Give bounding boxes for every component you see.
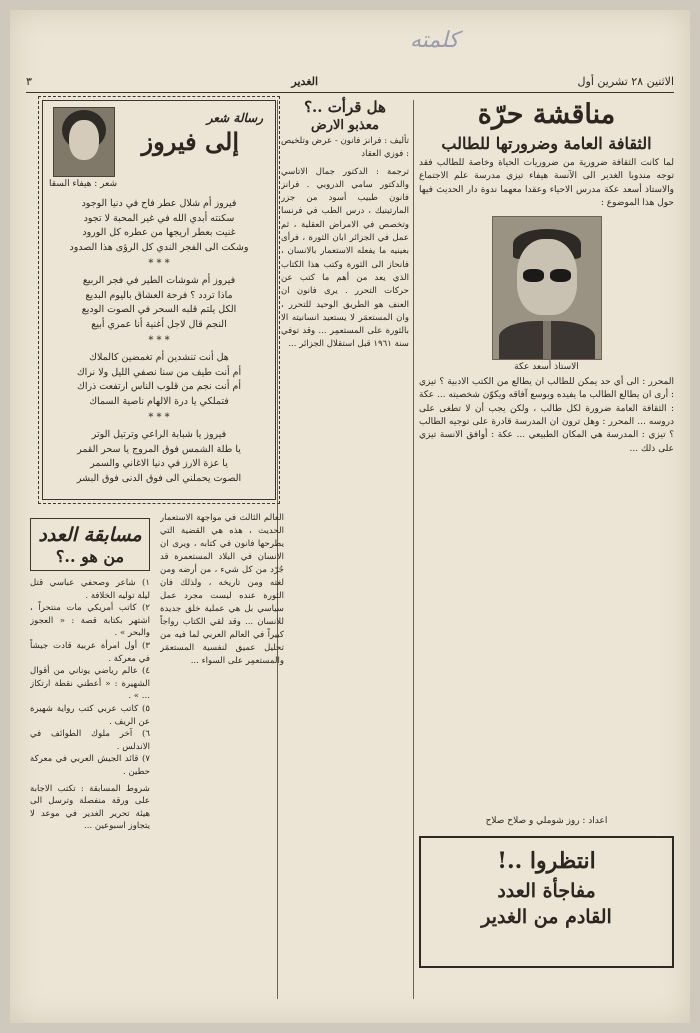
review-title: هل قرأت ..؟ (304, 98, 386, 116)
issue-date: الاثنين ٢٨ تشرين أول (577, 74, 674, 88)
book-review-article (281, 96, 409, 1001)
verse: هل أنت تنشدين أم تغمضين كالملاك (89, 351, 229, 363)
contest-item: ٧) قائد الجيش العربي في معركة حطين . (30, 754, 150, 777)
verse: أم أنت نجم من قلوب الناس ارتفعت ذراك (77, 381, 241, 393)
poet-photo (53, 107, 115, 177)
stanza-separator: * * * (148, 335, 170, 347)
verse: يا طلة الشمس فوق المروج يا سحر القمر (77, 443, 241, 455)
poem-box (38, 96, 280, 504)
stanza-separator: * * * (148, 412, 170, 424)
handwritten-note: کلمته (410, 28, 459, 53)
portrait-photo (492, 216, 602, 360)
poem-verses (49, 197, 269, 486)
verse: سكنته أبدي الله في غير المحبة لا تجود (83, 212, 235, 224)
verse: النجم قال لاجل أغنية أنا عمري أبيع (91, 318, 227, 330)
contest-title: مسابقة العدد (38, 524, 142, 546)
article-title: مناقشة حرّة (477, 99, 616, 130)
poem-kicker: رسالة شعر (206, 111, 263, 125)
contest-item: ٤) عالم رياضي يوناني من أقوال الشهيرة : « أعطني نقطة ارتكاز ... » . (30, 666, 150, 702)
verse: فيروز أم شوشات الطير في فجر الربيع (82, 274, 236, 286)
review-meta: تأليف : فرانز فانون - عرض وتلخيص : فوزي العقاد (281, 136, 409, 160)
article-body: المحرر : الى أي حد يمكن للطالب ان يطالع من الكتب الادبية ؟ تيزي : أرى ان يطالع الطالب ما يفيده ويوسع آفاقه ويكوّن شخصيته ... عكة : الثقافة العامة ضرورة لكل طالب ، ولكن يجب أن لا تطغى على دروسه ... المحرر : وهل ترون ان المدرسة قادرة على توجيه الطالب ؟ تيزي : المدرسة هي المكان الطبيعي ... عكة : أوافق الانسة تيزي على ذلك ... (419, 377, 674, 454)
verse: فيروز أم شلال عطر فاح في دنيا الوجود (81, 198, 237, 209)
verse: يا عزة الارز في دنيا الاغاني والسمر (90, 458, 228, 470)
contest-header (30, 518, 150, 571)
review-subtitle: معذبو الارض (311, 118, 379, 133)
verse: ماذا تردد ؟ فرحة العشاق باليوم البديع (85, 289, 233, 301)
contest-item: ٦) آخر ملوك الطوائف في الاندلس . (30, 729, 150, 752)
verse: الكل يلتم قلبه السحر في الصوت الوديع (81, 304, 237, 316)
verse: غنيت بعطر اريجها من عطره كل الورود (82, 227, 236, 239)
article-subtitle: الثقافة العامة وضرورتها للطالب (441, 134, 652, 153)
contest-item: ٣) أول امرأة عربية قادت جيشاً في معركة . (30, 640, 150, 664)
verse: فيروز يا شبابة الراعي وترتيل الوتر (91, 428, 227, 440)
page-number: ٣ (26, 74, 32, 88)
contest-section (30, 518, 150, 1001)
promo-line: القادم من الغدير (481, 906, 612, 928)
contest-item: ١) شاعر وصحفي عباسي قتل ليلة توليه الخلافة . (30, 578, 150, 601)
article-intro: لما كانت الثقافة ضرورية من ضروريات الحياة وخاصة للطالب فقد توجه مندوبا الغدير الى الآنسة هيفاء تيزي مدرسة علم الاجتماع والاستاذ أسعد عكة مدرس الاحياء وعقدا معهما ندوة دار الحديث فيها حول هذا الموضوع : (419, 158, 674, 208)
promo-line: مفاجأة العدد (497, 880, 596, 902)
article-byline: اعداد : روز شوملي و صلاح صلاح (485, 816, 608, 826)
contest-item: ٢) كاتب أمريكي مات منتحراً ، اشتهر بكتابة قصة : « العجوز والبحر » . (30, 603, 150, 639)
paper-name: الغدير (291, 74, 319, 88)
photo-caption: الاستاذ أسعد عكة (514, 362, 579, 373)
contest-items (30, 577, 150, 833)
stanza-separator: * * * (148, 258, 170, 270)
continued-text: العالم الثالث في مواجهة الاستعمار الحديث ، هذه هي القضية التي يطرحها فانون في كتابه ، ويرى ان الانسان في البلاد المستعمرة قد جُرّد من كل شيء ، من أرضه ومن لغته ومن تاريخه ، ولذلك فان الثورة عنده ليست مجرد عمل سياسي بل هي عملية خلق جديدة للانسان ... وقد لقي الكتاب رواجاً كبيراً في العالم العربي لما فيه من تحليل عميق لنفسية المستعمَر والمستعمِر على السواء ... (160, 513, 284, 666)
contest-item: ٥) كاتب عربي كتب رواية شهيرة عن الريف . (30, 703, 150, 727)
verse: فتملكي يا درة الالهام ناصية السماك (89, 395, 229, 407)
contest-question: من هو ..؟ (55, 547, 125, 566)
column-divider (413, 100, 414, 999)
review-body: ترجمة : الدكتور جمال الاتاسي والدكتور سامي الدروبي . فرانز فانون طبيب أسود من جزر المارتينيك ، درس الطب في فرنسا وتخصص في الامراض العقلية ، ثم عمل في الجزائر ابان الثورة ، فرأى بعينيه ما يفعله الاستعمار بالانسان ، فانحاز الى الثورة وكتب هذا الكتاب الذي يعد من أهم ما كتب عن حركات التحرر . يرى فانون ان العنف هو الطريق الوحيد للتحرر ، وان المستعمَر لا يستعيد انسانيته الا بالثورة على المستعمِر ... وقد توفي سنة ١٩٦١ قبل استقلال الجزائر ... (281, 166, 409, 350)
masthead (26, 70, 674, 93)
promo-line: انتظروا ..! (497, 848, 596, 874)
poem-author: شعر : هيفاء السقا (49, 179, 118, 189)
poem-title: إلى فيروز (141, 127, 239, 156)
verse: الصوت يحملني الى فوق الدنى فوق البشر (76, 472, 242, 484)
promo-box (419, 836, 674, 968)
contest-conditions: شروط المسابقة : تكتب الاجابة على ورقة منفصلة وترسل الى هيئة تحرير الغدير في موعد لا يتجاوز اسبوعين ... (30, 783, 150, 832)
verse: أم أنت طيف من سنا نصفي الليل ولا نراك (76, 366, 242, 378)
verse: وشكت الى الفجر الندي كل الرؤى هذا الصدود (69, 241, 249, 253)
newspaper-page (10, 10, 690, 1023)
